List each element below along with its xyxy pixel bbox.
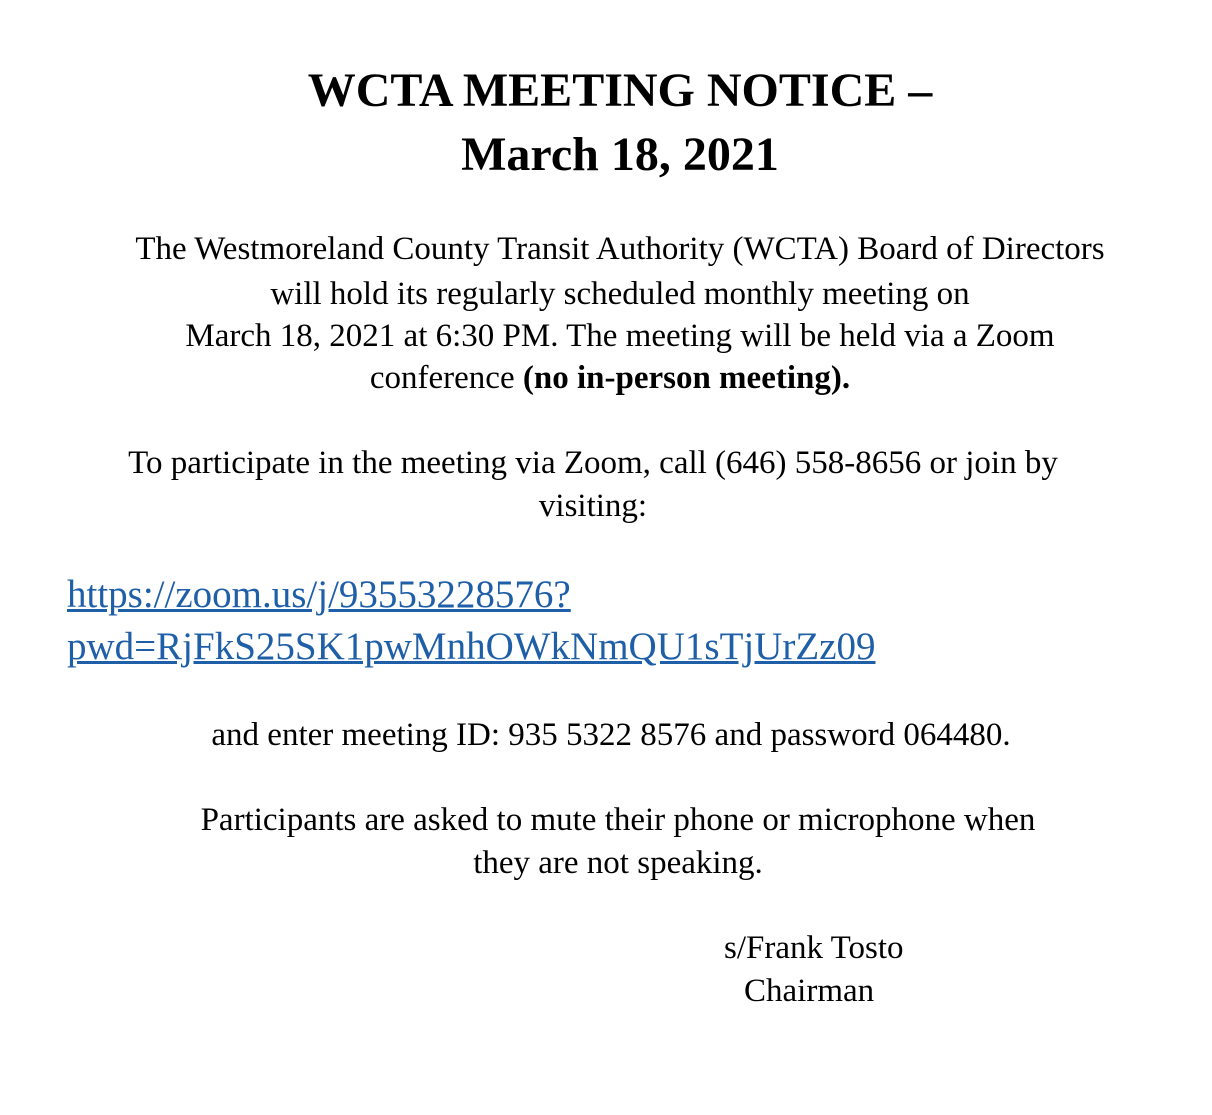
participate-line-1: To participate in the meeting via Zoom, call (646) 558-8656 or join by [128, 445, 1058, 481]
notice-title-line-1: WCTA MEETING NOTICE – [307, 64, 933, 117]
signature-title: Chairman [744, 973, 875, 1009]
intro-line-2: will hold its regularly scheduled monthly meeting on [270, 276, 970, 312]
intro-line-4 [0, 358, 1212, 398]
zoom-link-line-1[interactable]: https://zoom.us/j/93553228576? [67, 573, 571, 616]
mute-line-1: Participants are asked to mute their phone or microphone when [200, 802, 1036, 838]
no-in-person-note: (no in-person meeting). [522, 360, 851, 396]
mute-line-2: they are not speaking. [473, 845, 763, 881]
intro-line-4-text: conference [369, 360, 523, 396]
zoom-link-line-2[interactable]: pwd=RjFkS25SK1pwMnhOWkNmQU1sTjUrZz09 [67, 625, 876, 668]
notice-title-date: March 18, 2021 [461, 128, 779, 181]
signature-name: s/Frank Tosto [724, 930, 904, 966]
intro-line-1: The Westmoreland County Transit Authority (WCTA) Board of Directors [135, 231, 1105, 267]
intro-line-3: March 18, 2021 at 6:30 PM. The meeting will be held via a Zoom [185, 318, 1055, 354]
participate-line-2: visiting: [538, 488, 648, 524]
meeting-id-line: and enter meeting ID: 935 5322 8576 and password 064480. [211, 717, 1011, 753]
